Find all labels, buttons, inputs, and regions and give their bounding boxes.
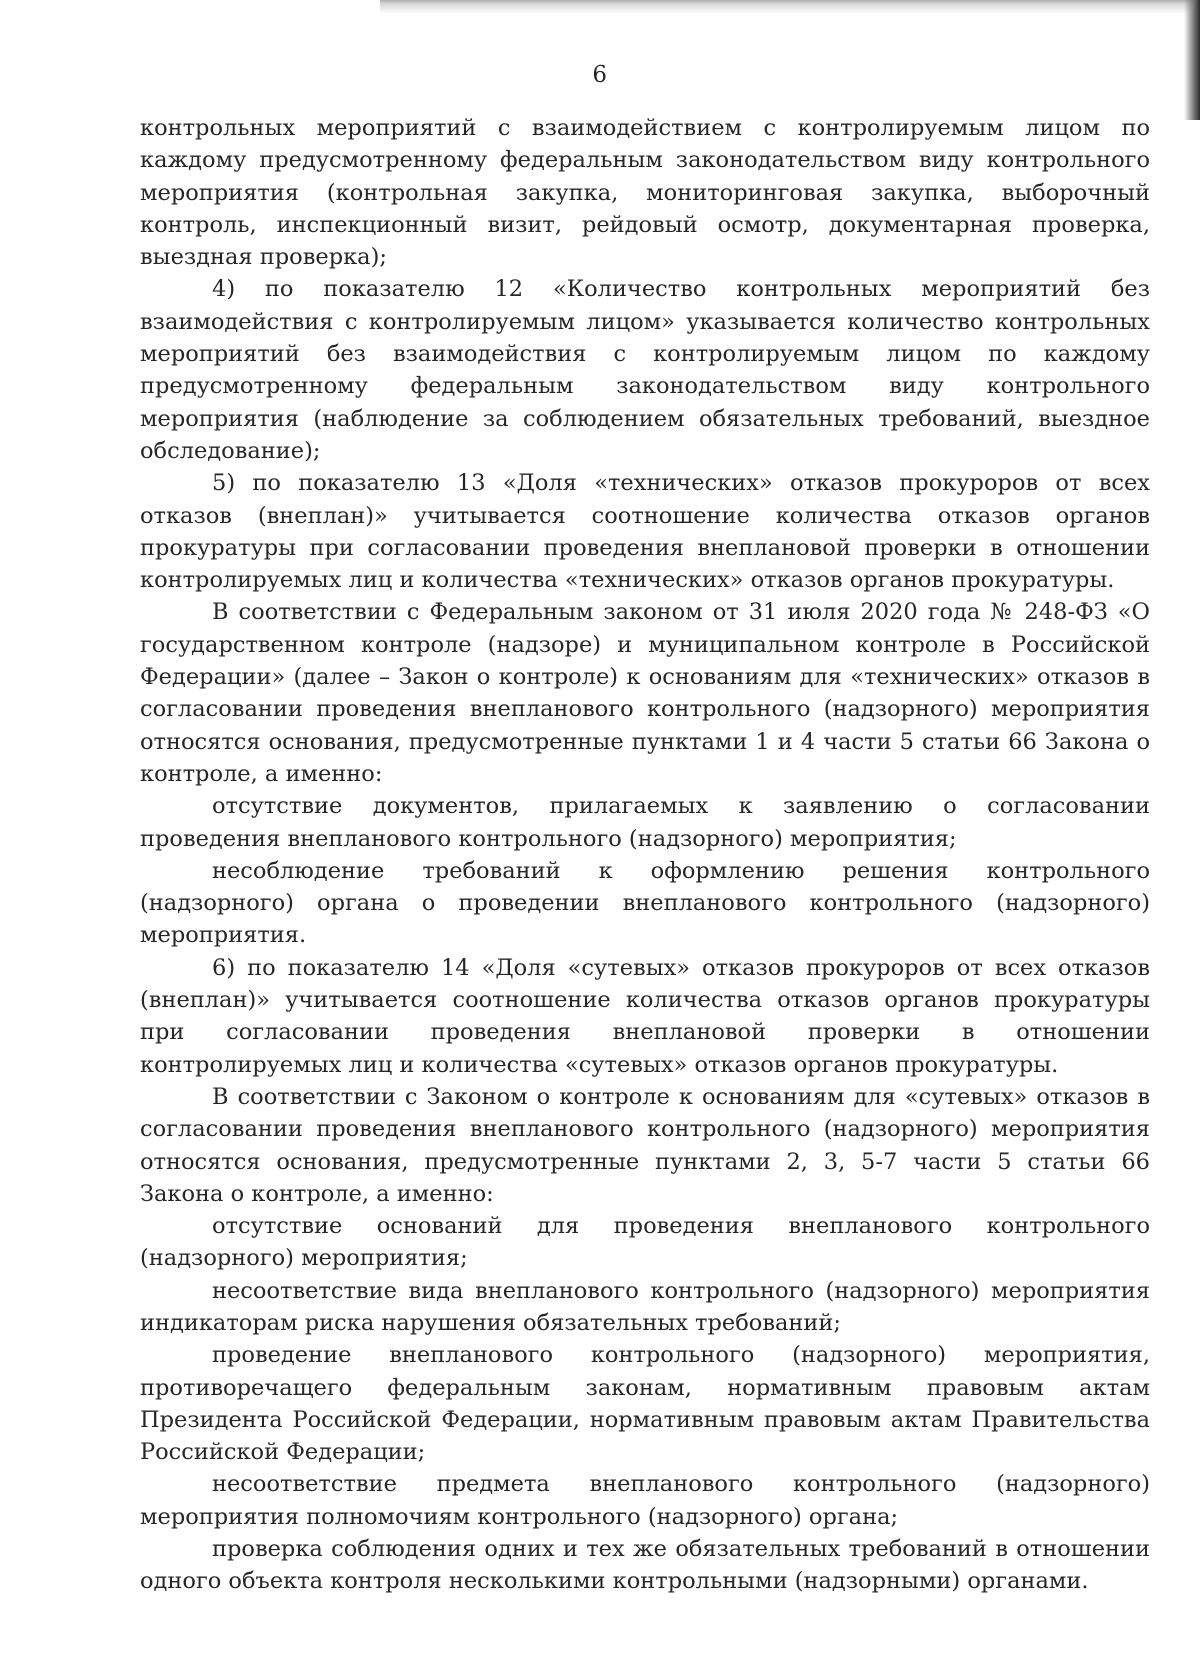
paragraph-risk-indicators: несоответствие вида внепланового контрольного (надзорного) мероприятия индикаторам риска нарушения обязательных требований; bbox=[140, 1277, 1150, 1336]
paragraph-no-grounds: отсутствие оснований для проведения внепланового контрольного (надзорного) мероприятия; bbox=[140, 1213, 1150, 1272]
page-number: 6 bbox=[592, 62, 608, 88]
paragraph-authority-mismatch: несоответствие предмета внепланового контрольного (надзорного) мероприятия полномочиям контрольного (надзорного) органа; bbox=[140, 1471, 1150, 1530]
scan-corner-shadow bbox=[1184, 0, 1200, 120]
paragraph-requirements-violation: несоблюдение требований к оформлению решения контрольного (надзорного) органа о проведении внепланового контрольного (надзорного) мероприятия. bbox=[140, 857, 1150, 949]
scan-edge-shadow bbox=[380, 0, 1200, 14]
list-item-5: 5) по показателю 13 «Доля «технических» отказов прокуроров от всех отказов (внеплан)» учитывается соотношение количества отказов органов прокуратуры при согласовании проведения внеплановой проверки в отношении контролируемых лиц и количества «технических» отказов органов прокуратуры. bbox=[140, 470, 1150, 594]
paragraph-contradicting-laws: проведение внепланового контрольного (надзорного) мероприятия, противоречащего федеральным законам, нормативным правовым актам Президента Российской Федерации, нормативным правовым актам Правительства Российской Федерации; bbox=[140, 1342, 1150, 1466]
paragraph-duplicate-inspection: проверка соблюдения одних и тех же обязательных требований в отношении одного объекта контроля несколькими контрольными (надзорными) органами. bbox=[140, 1536, 1150, 1595]
paragraph-technical-refusals: В соответствии с Федеральным законом от 31 июля 2020 года № 248-ФЗ «О государственном контроле (надзоре) и муниципальном контроле в Российской Федерации» (далее – Закон о контроле) к основаниям для «технических» отказов в согласовании проведения внепланового контрольного (надзорного) мероприятия относятся основания, предусмотренные пунктами 1 и 4 части 5 статьи 66 Закона о контроле, а именно: bbox=[140, 599, 1150, 787]
paragraph-continuation: контрольных мероприятий с взаимодействием с контролируемым лицом по каждому предусмотренному федеральным законодательством виду контрольного мероприятия (контрольная закупка, мониторинговая закупка, выборочный контроль, инспекционный визит, рейдовый осмотр, документарная проверка, выездная проверка); bbox=[140, 115, 1150, 271]
list-item-6: 6) по показателю 14 «Доля «сутевых» отказов прокуроров от всех отказов (внеплан)» учитывается соотношение количества отказов органов прокуратуры при согласовании проведения внеплановой проверки в отношении контролируемых лиц и количества «сутевых» отказов органов прокуратуры. bbox=[140, 954, 1150, 1078]
document-body bbox=[140, 112, 1150, 1598]
paragraph-substantive-refusals: В соответствии с Законом о контроле к основаниям для «сутевых» отказов в согласовании проведения внепланового контрольного (надзорного) мероприятия относятся основания, предусмотренные пунктами 2, 3, 5-7 части 5 статьи 66 Закона о контроле, а именно: bbox=[140, 1083, 1150, 1207]
list-item-4: 4) по показателю 12 «Количество контрольных мероприятий без взаимодействия с контролируемым лицом» указывается количество контрольных мероприятий без взаимодействия с контролируемым лицом по каждому предусмотренному федеральным законодательством виду контрольного мероприятия (наблюдение за соблюдением обязательных требований, выездное обследование); bbox=[140, 276, 1150, 464]
paragraph-missing-documents: отсутствие документов, прилагаемых к заявлению о согласовании проведения внепланового контрольного (надзорного) мероприятия; bbox=[140, 793, 1150, 852]
